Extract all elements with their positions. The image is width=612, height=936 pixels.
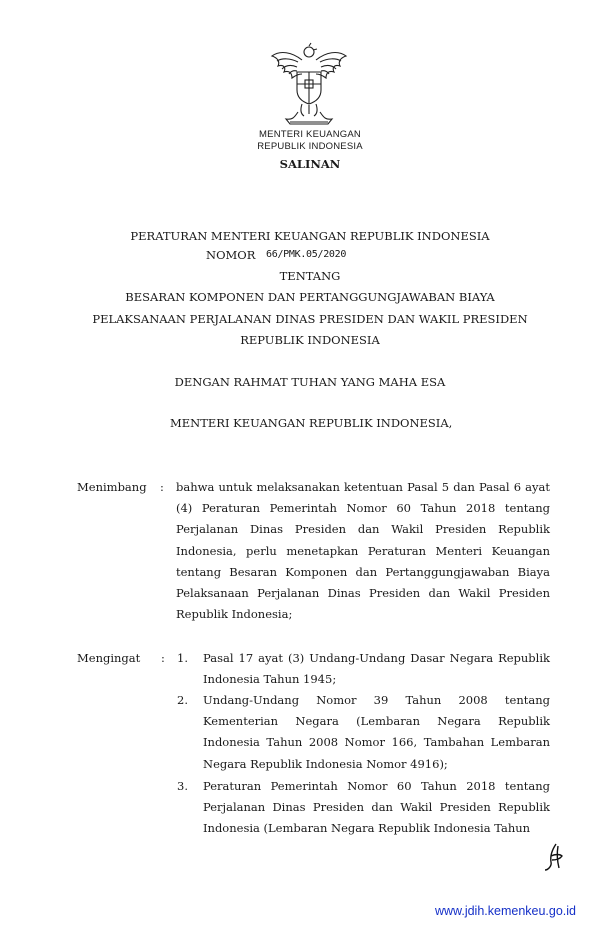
about-label: TENTANG (279, 269, 341, 283)
subject-line-2: PELAKSANAAN PERJALANAN DINAS PRESIDEN DAN WAKIL PRESIDEN (92, 312, 528, 326)
garuda-emblem-icon (268, 42, 350, 126)
number-label: NOMOR (206, 248, 256, 262)
issuer-line: MENTERI KEUANGAN REPUBLIK INDONESIA, (170, 416, 453, 430)
mengingat-item-number: 2. (177, 693, 188, 707)
mengingat-label: Mengingat (77, 651, 141, 665)
menimbang-label: Menimbang (77, 480, 147, 494)
ministry-name: MENTERI KEUANGAN (259, 129, 361, 140)
mengingat-item-number: 3. (177, 779, 188, 793)
menimbang-colon: : (160, 480, 164, 494)
copy-mark: SALINAN (279, 157, 341, 171)
mengingat-item-text: Peraturan Pemerintah Nomor 60 Tahun 2018 tentang Perjalanan Dinas Presiden dan Wakil Presiden Republik Indonesia (Lembaran Negara Republik Indonesia Tahun (203, 779, 550, 836)
mengingat-colon: : (161, 651, 165, 665)
regulation-number: 66/PMK.05/2020 (266, 249, 347, 260)
menimbang-text: bahwa untuk melaksanakan ketentuan Pasal 5 dan Pasal 6 ayat (4) Peraturan Pemerintah Nomor 60 Tahun 2018 tentang Perjalanan Dinas Presiden dan Wakil Presiden Republik Indonesia, perlu menetapkan Peraturan Menteri Keuangan tentang Besaran Komponen dan Pertanggungjawaban Biaya Pelaksanaan Perjalanan Dinas Presiden dan Wakil Presiden Republik Indonesia; (176, 480, 550, 622)
website-link[interactable]: www.jdih.kemenkeu.go.id (434, 904, 576, 918)
subject-line-3: REPUBLIK INDONESIA (240, 333, 380, 347)
mengingat-item-text: Undang-Undang Nomor 39 Tahun 2008 tentang Kementerian Negara (Lembaran Negara Republik Indonesia Tahun 2008 Nomor 166, Tambahan Lembaran Negara Republik Indonesia Nomor 4916); (203, 693, 550, 771)
regulation-title: PERATURAN MENTERI KEUANGAN REPUBLIK INDONESIA (130, 229, 490, 243)
paraf-signature-icon (542, 842, 566, 872)
ministry-country: REPUBLIK INDONESIA (257, 141, 363, 152)
subject-line-1: BESARAN KOMPONEN DAN PERTANGGUNGJAWABAN BIAYA (125, 290, 495, 304)
mengingat-item-number: 1. (177, 651, 188, 665)
mengingat-item-text: Pasal 17 ayat (3) Undang-Undang Dasar Negara Republik Indonesia Tahun 1945; (203, 651, 550, 687)
invocation: DENGAN RAHMAT TUHAN YANG MAHA ESA (174, 375, 446, 389)
